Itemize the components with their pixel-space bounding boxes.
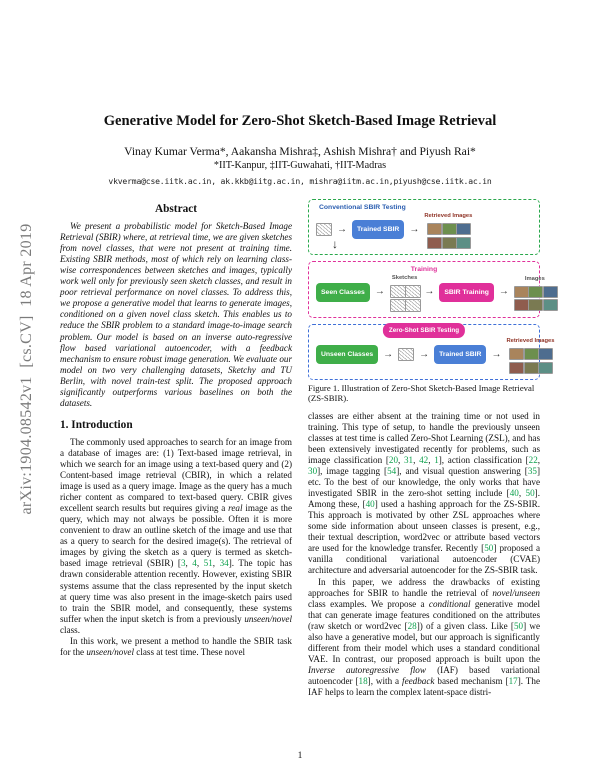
figure-row-zeroshot-testing <box>308 324 555 380</box>
abstract-heading: Abstract <box>154 203 198 215</box>
sketch-thumbnail <box>316 223 332 236</box>
sketch-thumbnail <box>398 348 414 361</box>
photo-thumbnail <box>442 223 457 235</box>
photo-thumbnail <box>442 237 457 249</box>
right-column <box>308 199 555 698</box>
arrow-down-icon <box>332 239 338 250</box>
sketch-thumbnail <box>390 285 406 298</box>
photo-thumbnail <box>509 362 524 374</box>
retrieved-images-label-2: Retrieved Images <box>506 338 555 345</box>
body-paragraph-2: In this paper, we address the drawbacks of existing approaches for SBIR to handle the retrieval of novel/unseen class examples. We propose a conditional generative model that can generate image features conditioned on the attributes (raw sketch or word2vec [28]) of a given class. Like [50] we also have a generative model, but our approach is significantly different from their model which uses a standard conditional VAE. In contrast, our proposed approach is built upon the Inverse autoregressive flow (IAF) based variational autoencoder [18], with a feedback based mechanism [17]. The IAF helps to learn the complex latent-space distri- <box>308 576 541 697</box>
citation-ref[interactable]: 54 <box>387 466 397 477</box>
citation-ref[interactable]: 4 <box>192 558 197 569</box>
arrow-right-icon <box>337 225 347 235</box>
photo-thumbnail <box>427 237 442 249</box>
arrow-right-icon <box>383 350 393 360</box>
photo-thumbnail <box>524 348 539 360</box>
trained-sbir-box-2: Trained SBIR <box>434 345 486 364</box>
citation-ref[interactable]: 30 <box>308 466 318 477</box>
sketch-thumbnail <box>405 285 421 298</box>
arrow-right-icon <box>409 225 419 235</box>
sbir-training-box: SBIR Training <box>439 283 494 302</box>
photo-thumbnail <box>456 223 471 235</box>
photo-thumbnail <box>509 348 524 360</box>
photo-thumbnail <box>543 299 558 311</box>
photo-thumbnail <box>528 299 543 311</box>
abstract-text: We present a probabilistic model for Sketch-Based Image Retrieval (SBIR) where, at retrieval time, we are given sketches from novel classes, that were not present at training time. Existing SBIR methods, most of which rely on learning class-wise correspondences between sketches and images, typically work well only for previously seen sketch classes, and result in poor retrieval performance on novel classes. To address this, we propose a generative model that learns to generate images, conditioned on a given novel class sketch. This enables us to reduce the SBIR problem to a standard image-to-image search problem. Our model is based on an inverse auto-regressive flow based variational autoencoder, with a feedback mechanism to ensure robust image generation. We evaluate our model on two very challenging datasets, Sketchy and TU Berlin, with novel train-test split. The proposed approach significantly outperforms various baselines on both the datasets. <box>60 221 292 408</box>
citation-ref[interactable]: 50 <box>484 543 494 554</box>
photo-thumbnail <box>538 362 553 374</box>
figure-caption: Figure 1. Illustration of Zero-Shot Sketch-Based Image Retrieval (ZS-SBIR). <box>308 382 535 404</box>
arrow-right-icon <box>419 350 429 360</box>
trained-sbir-box: Trained SBIR <box>352 220 404 239</box>
citation-ref[interactable]: 51 <box>203 558 213 569</box>
citation-ref[interactable]: 18 <box>358 675 368 686</box>
photo-thumbnail <box>538 348 553 360</box>
query-sketch-thumbnails <box>316 223 332 236</box>
sketch-thumbnail <box>390 299 406 312</box>
page-number: 1 <box>297 751 303 761</box>
affiliations-line: *IIT-Kanpur, ‡IIT-Guwahati, †IIT-Madras <box>213 160 387 171</box>
citation-ref[interactable]: 20 <box>388 455 398 466</box>
arrow-right-icon <box>491 350 501 360</box>
photo-thumbnail <box>524 362 539 374</box>
zeroshot-retrieved-thumbnails <box>509 348 551 374</box>
citation-ref[interactable]: 35 <box>527 466 537 477</box>
citation-ref[interactable]: 28 <box>407 620 417 631</box>
training-sketches-group <box>390 273 420 313</box>
photo-thumbnail <box>514 286 529 298</box>
retrieved-image-thumbnails <box>427 223 469 249</box>
intro-paragraph-2: In this work, we present a method to handle the SBIR task for the unseen/novel class at test time. These novel <box>60 635 292 657</box>
citation-ref[interactable]: 22 <box>528 455 538 466</box>
seen-classes-box: Seen Classes <box>316 283 370 302</box>
arrow-right-icon <box>375 287 385 297</box>
photo-thumbnail <box>427 223 442 235</box>
citation-ref[interactable]: 40 <box>365 499 375 510</box>
citation-ref[interactable]: 31 <box>403 455 414 466</box>
zeroshot-testing-label: Zero-Shot SBIR Testing <box>383 323 465 338</box>
conventional-testing-label: Conventional SBIR Testing <box>319 204 406 211</box>
unseen-classes-box: Unseen Classes <box>316 345 378 364</box>
paper-title: Generative Model for Zero-Shot Sketch-Based Image Retrieval <box>103 113 497 129</box>
unseen-sketch-thumbnails <box>398 348 414 361</box>
photo-thumbnail <box>528 286 543 298</box>
section-heading-introduction: 1. Introduction <box>60 418 133 431</box>
left-column <box>60 199 292 658</box>
training-label: Training <box>410 265 438 273</box>
training-images-group <box>514 274 556 312</box>
citation-ref[interactable]: 3 <box>180 558 186 569</box>
intro-paragraph-1: The commonly used approaches to search for an image from a database of images are: (1) Text-based image retrieval, in which we search for an image using a text-based query and (2) Content-based image retrieval (CBIR), in which a related image is used as a query image. Image as the query has a much richer content as compared to text-based query. CBIR gives excellent search results but requires giving a real image as the query, which may not always be possible. Often it is more convenient to draw an outline sketch of the image and use that as a query to search for the desired image(s). The retrieval of images by giving the sketch as a query is termed as sketch-based image retrieval (SBIR) [3, 4, 51, 34]. The topic has drawn considerable attention recently. However, existing SBIR systems assume that the class represented by the input sketch at query time was also present in the image-sketch pairs used to train the SBIR model, and consequently, these systems suffer when the input sketch is from a previously unseen/novel class. <box>60 436 293 635</box>
figure-row-training <box>308 261 545 319</box>
emails-line: vkverma@cse.iitk.ac.in, ak.kkb@iitg.ac.in, mishra@iitm.ac.in,piyush@cse.iitk.ac.in <box>108 176 492 186</box>
citation-ref[interactable]: 34 <box>219 558 229 569</box>
training-image-thumbnails <box>514 286 556 312</box>
paper-header <box>0 0 600 186</box>
retrieved-images-label: Retrieved Images <box>424 213 473 219</box>
photo-thumbnail <box>514 299 529 311</box>
arrow-right-icon <box>499 287 509 297</box>
photo-thumbnail <box>456 237 471 249</box>
images-label: Images <box>524 275 545 282</box>
arrow-right-icon <box>424 287 434 297</box>
arxiv-watermark: arXiv:1904.08542v1 [cs.CV] 18 Apr 2019 <box>18 223 35 515</box>
photo-thumbnail <box>543 286 558 298</box>
sketches-label: Sketches <box>391 274 418 281</box>
zeroshot-retrieved-group <box>506 336 554 374</box>
citation-ref[interactable]: 40 <box>509 488 519 499</box>
authors-line: Vinay Kumar Verma*, Aakansha Mishra‡, Ashish Mishra† and Piyush Rai* <box>124 145 476 158</box>
training-sketch-thumbnails <box>390 285 420 313</box>
citation-ref[interactable]: 17 <box>508 675 518 686</box>
two-column-body <box>0 186 600 698</box>
citation-ref[interactable]: 50 <box>525 488 535 499</box>
citation-ref[interactable]: 1 <box>434 455 439 466</box>
retrieved-images-group <box>424 211 472 249</box>
citation-ref[interactable]: 42 <box>419 455 429 466</box>
sketch-thumbnail <box>405 299 421 312</box>
body-paragraph-1: classes are either absent at the training time or not used in training. This type of setup, to handle the previously unseen classes at test time is called Zero-Shot Learning (ZSL), and has been extensively investigated recently for problems, such as image classification [20, 31, 42, 1], action classification [22, 30], image tagging [54], and visual question answering [35] etc. To the best of our knowledge, the only works that have investigated SBIR in the zero-shot setting include [40, 50]. Among these, [40] used a hashing approach for the ZS-SBIR. This approach is motivated by other ZSL approaches where some side information about unseen classes is present, e.g., their textual description, word2vec or attribute based vectors are used for the knowledge transfer. Recently [50] proposed a vanilla conditional variational autoencoder (CVAE) architecture and adversarial autoencoder for the ZS-SBIR task. <box>308 410 541 576</box>
figure-row-conventional-testing <box>308 199 540 255</box>
citation-ref[interactable]: 50 <box>513 620 524 631</box>
figure-1 <box>308 199 555 380</box>
